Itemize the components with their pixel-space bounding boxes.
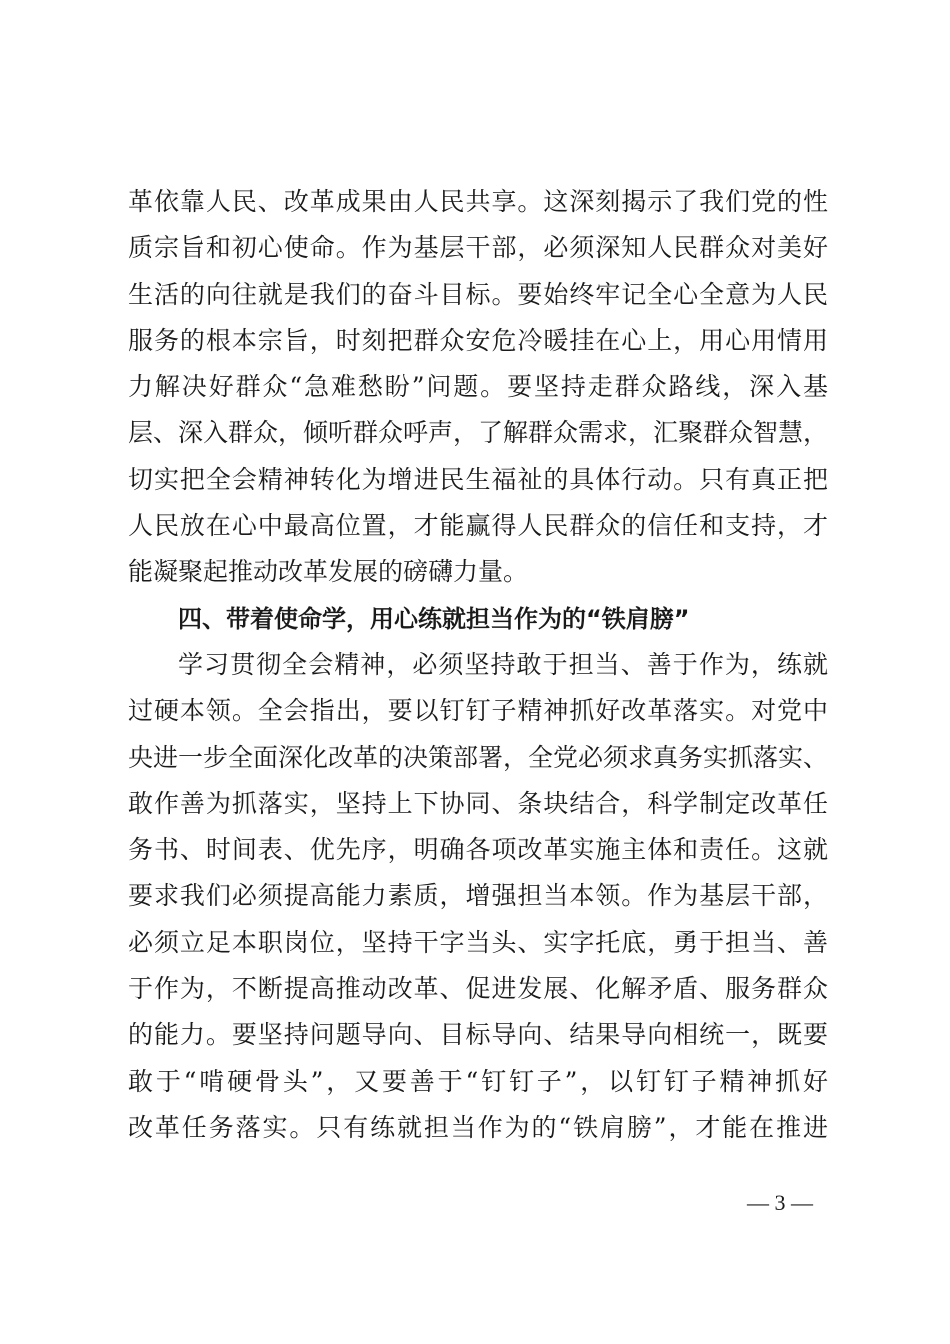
paragraph-line: 敢作善为抓落实，坚持上下协同、条块结合，科学制定改革任 bbox=[128, 788, 828, 818]
page-number: — 3 — bbox=[747, 1190, 813, 1215]
paragraph-line: 力解决好群众“急难愁盼”问题。要坚持走群众路线，深入基 bbox=[128, 372, 828, 402]
paragraph-line: 的能力。要坚持问题导向、目标导向、结果导向相统一，既要 bbox=[128, 1020, 828, 1050]
paragraph-line: 务书、时间表、优先序，明确各项改革实施主体和责任。这就 bbox=[128, 835, 828, 865]
paragraph-line: 敢于“啃硬骨头”，又要善于“钉钉子”，以钉钉子精神抓好 bbox=[128, 1066, 828, 1096]
paragraph-line: 于作为，不断提高推动改革、促进发展、化解矛盾、服务群众 bbox=[128, 974, 828, 1004]
paragraph-line: 过硬本领。全会指出，要以钉钉子精神抓好改革落实。对党中 bbox=[128, 696, 828, 726]
paragraph-line: 人民放在心中最高位置，才能赢得人民群众的信任和支持，才 bbox=[128, 511, 828, 541]
paragraph-line: 学习贯彻全会精神，必须坚持敢于担当、善于作为，练就 bbox=[178, 649, 828, 679]
paragraph-line: 改革任务落实。只有练就担当作为的“铁肩膀”，才能在推进 bbox=[128, 1112, 828, 1142]
paragraph-line: 服务的根本宗旨，时刻把群众安危冷暖挂在心上，用心用情用 bbox=[128, 325, 828, 355]
paragraph-line: 要求我们必须提高能力素质，增强担当本领。作为基层干部， bbox=[128, 881, 828, 911]
paragraph-line: 能凝聚起推动改革发展的磅礴力量。 bbox=[128, 557, 529, 587]
paragraph-line: 革依靠人民、改革成果由人民共享。这深刻揭示了我们党的性 bbox=[128, 187, 828, 216]
paragraph-line: 切实把全会精神转化为增进民生福祉的具体行动。只有真正把 bbox=[128, 464, 828, 494]
section-heading: 四、带着使命学，用心练就担当作为的“铁肩膀” bbox=[178, 604, 690, 633]
paragraph-line: 质宗旨和初心使命。作为基层干部，必须深知人民群众对美好 bbox=[128, 233, 828, 263]
paragraph-line: 央进一步全面深化改革的决策部署，全党必须求真务实抓落实、 bbox=[128, 742, 829, 772]
paragraph-1 bbox=[128, 179, 828, 1151]
paragraph-line: 层、深入群众，倾听群众呼声，了解群众需求，汇聚群众智慧， bbox=[128, 418, 829, 448]
paragraph-line: 生活的向往就是我们的奋斗目标。要始终牢记全心全意为人民 bbox=[128, 279, 828, 309]
paragraph-line: 必须立足本职岗位，坚持干字当头、实字托底，勇于担当、善 bbox=[128, 927, 828, 957]
